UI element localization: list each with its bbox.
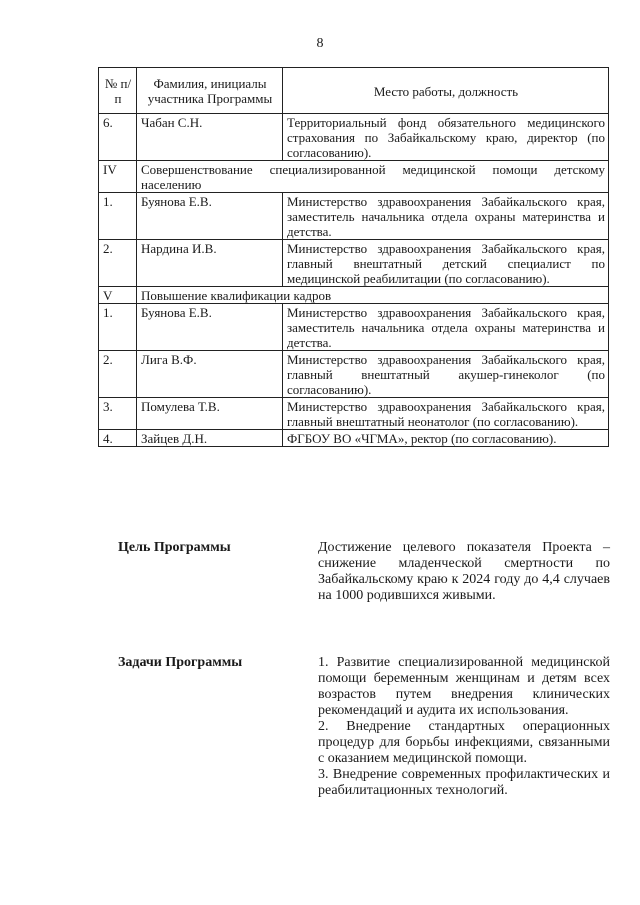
section-row [99,161,609,193]
row-number: 2. [99,351,137,398]
row-number: 6. [99,114,137,161]
row-place: Министерство здравоохранения Забайкальского края, заместитель начальника отдела охраны материнства и детства. [283,304,609,351]
tasks-list [318,655,610,799]
row-name: Помулева Т.В. [137,398,283,430]
row-name: Нардина И.В. [137,240,283,287]
goal-label: Цель Программы [118,540,231,555]
participants-table [98,67,609,447]
row-number: 1. [99,193,137,240]
task-item: 3. Внедрение современных профилактических и реабилитационных технологий. [318,767,610,798]
header-number: № п/п [99,68,137,114]
row-name: Буянова Е.В. [137,304,283,351]
page-number: 8 [316,36,324,51]
row-name: Чабан С.Н. [137,114,283,161]
table-row [99,398,609,430]
row-number: 1. [99,304,137,351]
table-row [99,351,609,398]
row-place: Министерство здравоохранения Забайкальского края, главный внештатный неонатолог (по согласованию). [283,398,609,430]
row-number: 2. [99,240,137,287]
header-place: Место работы, должность [283,68,609,114]
table-row [99,304,609,351]
goal-text [318,540,610,604]
task-item: 2. Внедрение стандартных операционных процедур для борьбы инфекциями, связанными с оказанием медицинской помощи. [318,719,610,766]
task-item: 1. Развитие специализированной медицинской помощи беременным женщинам и детям всех возрастов путем внедрения клинических рекомендаций и аудита их использования. [318,655,610,718]
row-number: 4. [99,430,137,447]
row-place: Министерство здравоохранения Забайкальского края, главный внештатный акушер-гинеколог (по согласованию). [283,351,609,398]
table-header-row [99,68,609,114]
section-row [99,287,609,304]
table-row [99,193,609,240]
section-number: IV [99,161,137,193]
tasks-label: Задачи Программы [118,655,243,670]
row-name: Зайцев Д.Н. [137,430,283,447]
row-number: 3. [99,398,137,430]
section-title: Совершенствование специализированной медицинской помощи детскому населению [137,161,609,193]
table-row [99,430,609,447]
row-place: Территориальный фонд обязательного медицинского страхования по Забайкальскому краю, директор (по согласованию). [283,114,609,161]
table-row [99,114,609,161]
section-number: V [99,287,137,304]
header-name: Фамилия, инициалы участника Программы [137,68,283,114]
row-place: Министерство здравоохранения Забайкальского края, заместитель начальника отдела охраны материнства и детства. [283,193,609,240]
table-row [99,240,609,287]
row-name: Лига В.Ф. [137,351,283,398]
row-place: Министерство здравоохранения Забайкальского края, главный внештатный детский специалист по медицинской реабилитации (по согласованию). [283,240,609,287]
row-place: ФГБОУ ВО «ЧГМА», ректор (по согласованию). [283,430,609,447]
row-name: Буянова Е.В. [137,193,283,240]
goal-paragraph: Достижение целевого показателя Проекта – снижение младенческой смертности по Забайкальскому краю к 2024 году до 4,4 случаев на 1000 родившихся живыми. [318,540,610,603]
section-title: Повышение квалификации кадров [137,287,609,304]
